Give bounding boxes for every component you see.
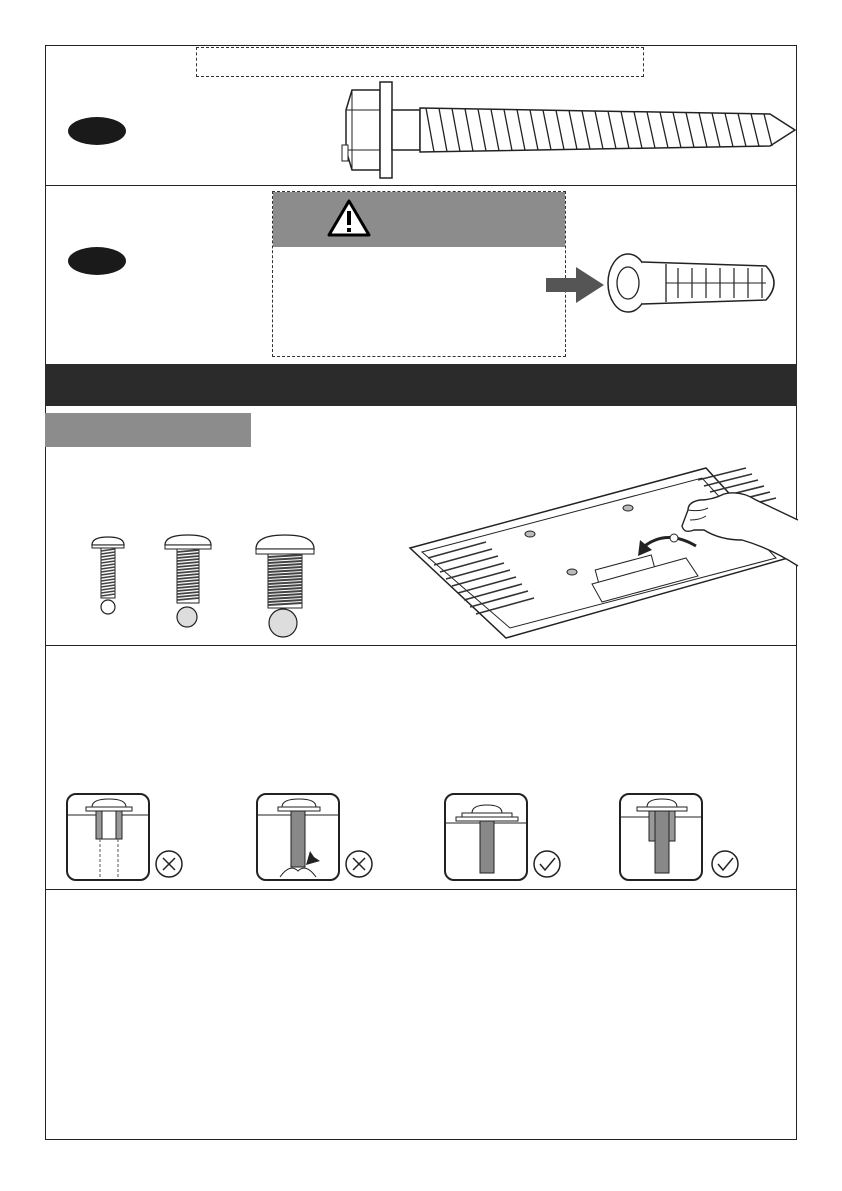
wall-anchor-icon [606, 252, 786, 314]
exclamation-triangle-icon [327, 199, 371, 237]
install-section-bar [45, 364, 797, 406]
circle-check-icon [532, 849, 562, 879]
warning-header [273, 192, 565, 247]
right-arrow-icon [546, 267, 604, 303]
anchor-badge [68, 247, 126, 275]
divider-1 [45, 185, 797, 186]
medium-screw-icon [163, 533, 213, 629]
warning-box [272, 191, 566, 357]
divider-3 [45, 889, 797, 890]
screw-label-box [196, 47, 644, 77]
small-screw-icon [90, 535, 126, 615]
install-sub-tab [45, 413, 251, 447]
large-screw-icon [254, 533, 316, 639]
check-card-2 [256, 793, 340, 881]
lag-screw-icon [330, 80, 800, 180]
divider-2 [45, 645, 797, 646]
hand-tightening-icon [660, 486, 800, 570]
check-card-3 [444, 793, 528, 881]
circle-check-icon [710, 849, 740, 879]
install-bar-title [45, 376, 59, 393]
install-tab-label [45, 422, 55, 437]
circle-x-icon [344, 849, 374, 879]
check-card-1 [66, 793, 150, 881]
screw-badge [68, 117, 126, 145]
circle-x-icon [154, 849, 184, 879]
check-card-4 [619, 793, 703, 881]
